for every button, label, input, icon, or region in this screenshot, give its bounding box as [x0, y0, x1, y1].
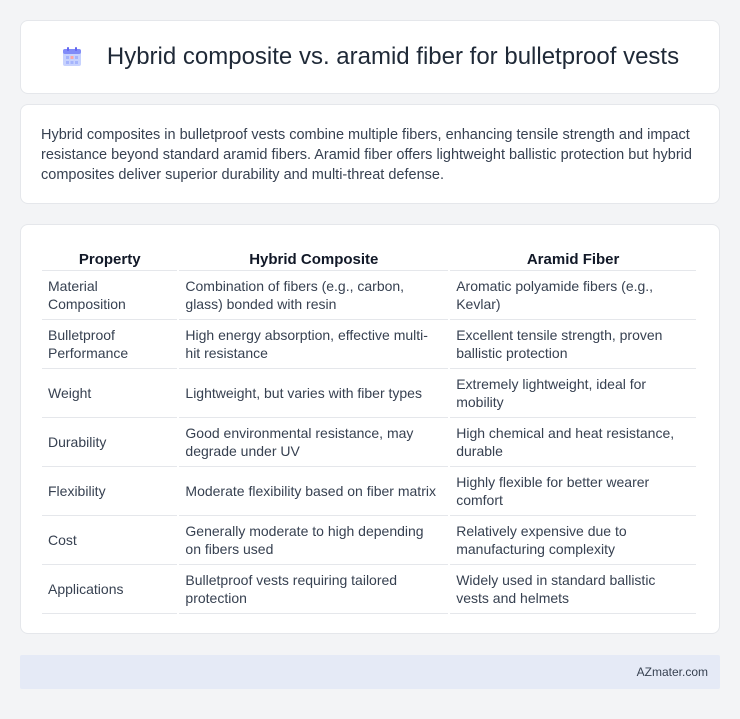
comparison-table: [40, 245, 698, 614]
cell-hybrid: Combination of fibers (e.g., carbon, glass) bonded with resin: [179, 271, 448, 320]
cell-property: Durability: [42, 418, 177, 467]
table-row: [42, 418, 696, 467]
cell-property: Flexibility: [42, 467, 177, 516]
table-row: [42, 516, 696, 565]
table-header-row: [42, 245, 696, 271]
cell-aramid: Excellent tensile strength, proven ballistic protection: [450, 320, 696, 369]
cell-property: Applications: [42, 565, 177, 614]
footer: [20, 655, 720, 689]
cell-hybrid: Good environmental resistance, may degrade under UV: [179, 418, 448, 467]
cell-aramid: Highly flexible for better wearer comfort: [450, 467, 696, 516]
cell-property: Cost: [42, 516, 177, 565]
cell-property: Bulletproof Performance: [42, 320, 177, 369]
cell-hybrid: Bulletproof vests requiring tailored protection: [179, 565, 448, 614]
cell-aramid: Widely used in standard ballistic vests and helmets: [450, 565, 696, 614]
cell-property: Material Composition: [42, 271, 177, 320]
summary-card: [20, 104, 720, 204]
table-row: [42, 271, 696, 320]
cell-hybrid: Generally moderate to high depending on fibers used: [179, 516, 448, 565]
calendar-icon: [61, 46, 83, 68]
header-property: Property: [42, 245, 177, 271]
header-hybrid-composite: Hybrid Composite: [179, 245, 448, 271]
table-row: [42, 320, 696, 369]
comparison-table-card: [20, 224, 720, 634]
table-row: [42, 565, 696, 614]
table-row: [42, 467, 696, 516]
cell-hybrid: Moderate flexibility based on fiber matrix: [179, 467, 448, 516]
summary-text: Hybrid composites in bulletproof vests combine multiple fibers, enhancing tensile strength and impact resistance beyond standard aramid fibers. Aramid fiber offers lightweight ballistic protection but hybrid composites deliver superior durability and multi-threat defense.: [41, 127, 692, 183]
footer-brand: AZmater.com: [636, 665, 708, 679]
table-row: [42, 369, 696, 418]
page-title: Hybrid composite vs. aramid fiber for bulletproof vests: [106, 43, 680, 70]
cell-aramid: Relatively expensive due to manufacturing complexity: [450, 516, 696, 565]
cell-hybrid: High energy absorption, effective multi-hit resistance: [179, 320, 448, 369]
cell-aramid: Extremely lightweight, ideal for mobility: [450, 369, 696, 418]
cell-aramid: Aromatic polyamide fibers (e.g., Kevlar): [450, 271, 696, 320]
title-card: [20, 20, 720, 94]
cell-property: Weight: [42, 369, 177, 418]
cell-hybrid: Lightweight, but varies with fiber types: [179, 369, 448, 418]
cell-aramid: High chemical and heat resistance, durable: [450, 418, 696, 467]
header-aramid-fiber: Aramid Fiber: [450, 245, 696, 271]
